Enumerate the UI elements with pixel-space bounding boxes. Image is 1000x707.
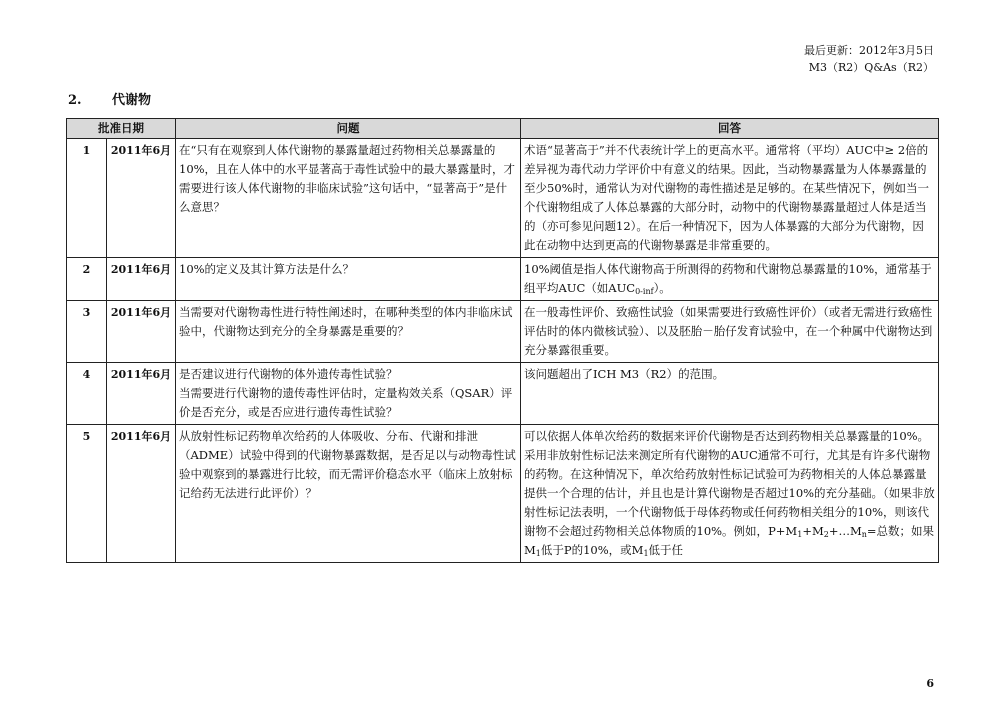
question-line-1: 是否建议进行代谢物的体外遗传毒性试验？ (179, 367, 398, 381)
row-answer: 该问题超出了ICH M3（R2）的范围。 (521, 363, 939, 425)
row-number: 3 (67, 301, 107, 363)
row-question: 从放射性标记药物单次给药的人体吸收、分布、代谢和排泄（ADME）试验中得到的代谢物暴露数据，是否足以与动物毒性试验中观察到的暴露进行比较，而无需评价稳态水平（临床上放射标记给药无法进行此评价）？ (176, 425, 521, 563)
auc-subscript: 0-inf (635, 287, 654, 296)
row-date: 2011年6月 (107, 139, 176, 258)
row-date: 2011年6月 (107, 258, 176, 301)
row-date: 2011年6月 (107, 301, 176, 363)
answer-text: 10%阈值是指人体代谢物高于所测得的药物和代谢物总暴露量的10%，通常基于组平均AUC（如AUC (524, 262, 932, 295)
table-header-row (67, 119, 939, 139)
row-number: 4 (67, 363, 107, 425)
row-answer: 术语“显著高于”并不代表统计学上的更高水平。通常将（平均）AUC中≥ 2倍的差异视为毒代动力学评价中有意义的结果。因此，当动物暴露量为人体暴露量的至少50%时，通常认为对代谢物的毒性描述是足够的。在某些情况下，例如当一个代谢物组成了人体总暴露的大部分时，动物中的代谢物暴露量超过人体是适当的（亦可参见问题12）。在后一种情况下，因为人体暴露的大部分为代谢物，因此在动物中达到更高的代谢物暴露是非常重要的。 (521, 139, 939, 258)
page-number: 6 (926, 677, 934, 690)
row-question: 10%的定义及其计算方法是什么？ (176, 258, 521, 301)
row-number: 5 (67, 425, 107, 563)
last-updated: 最后更新：2012年3月5日 (804, 44, 934, 57)
row-answer: 在一般毒性评价、致癌性试验（如果需要进行致癌性评价）（或者无需进行致癌性评估时的体内微核试验）、以及胚胎－胎仔发育试验中，在一个种属中代谢物达到充分暴露很重要。 (521, 301, 939, 363)
section-number: 2. (68, 93, 82, 108)
table-row (67, 258, 939, 301)
row-date: 2011年6月 (107, 425, 176, 563)
row-date: 2011年6月 (107, 363, 176, 425)
answer-text-end: ）。 (653, 281, 671, 295)
row-answer (521, 425, 939, 563)
document-header (804, 42, 934, 76)
row-number: 1 (67, 139, 107, 258)
section-heading (68, 89, 151, 108)
table-row (67, 301, 939, 363)
row-question: 在“只有在观察到人体代谢物的暴露量超过药物相关总暴露量的10%，且在人体中的水平显著高于毒性试验中的最大暴露量时，才需要进行该人体代谢物的非临床试验”这句话中，“显著高于”是什么意思？ (176, 139, 521, 258)
column-header-date: 批准日期 (67, 119, 176, 139)
column-header-answer: 回答 (521, 119, 939, 139)
answer-text: 可以依据人体单次给药的数据来评价代谢物是否达到药物相关总暴露量的10%。采用非放射性标记法来测定所有代谢物的AUC通常不可行，尤其是有许多代谢物的药物。在这种情况下，单次给药放射性标记试验可为药物相关的人体总暴露量提供一个合理的估计，并且也是计算代谢物是否超过10%的充分基础。（如果非放射性标记法表明，一个代谢物低于母体药物或任何药物相关组分的10%，则该代谢物不会超过药物相关总体物质的10%。例如， (524, 429, 935, 538)
table-row (67, 425, 939, 563)
table-row (67, 363, 939, 425)
row-answer (521, 258, 939, 301)
question-line-2: 当需要进行代谢物的遗传毒性评估时，定量构效关系（QSAR）评价是否充分，或是否应进行遗传毒性试验？ (179, 386, 513, 419)
formula: $P+M_1+M_2+\dots M_n=$总数；如果$M_1$低于P的10%，或$M_1$低于任 (524, 524, 935, 558)
row-number: 2 (67, 258, 107, 301)
document-code: M3（R2）Q&As（R2） (808, 61, 934, 74)
qa-table (66, 118, 939, 563)
row-question: 当需要对代谢物毒性进行特性阐述时，在哪种类型的体内非临床试验中，代谢物达到充分的全身暴露是重要的？ (176, 301, 521, 363)
section-title: 代谢物 (112, 93, 152, 108)
table-row (67, 139, 939, 258)
row-question (176, 363, 521, 425)
column-header-question: 问题 (176, 119, 521, 139)
